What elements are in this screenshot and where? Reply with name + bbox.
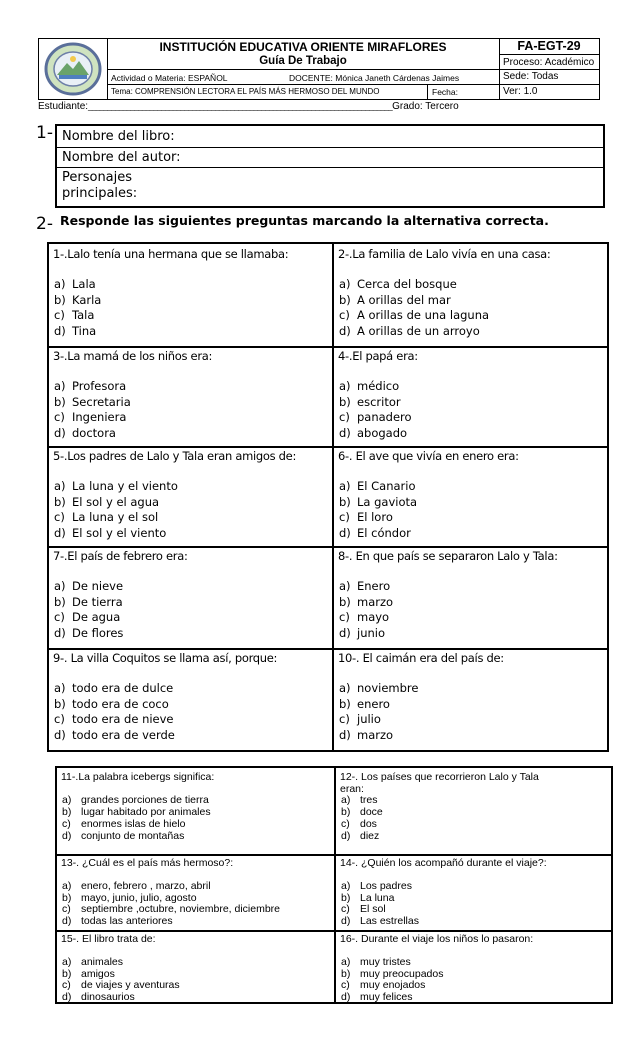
answer-option-b[interactable] xyxy=(54,395,131,409)
option-letter: c) xyxy=(341,818,350,830)
question-text: 14-. ¿Quién los acompañó durante el viaje?: xyxy=(340,857,547,869)
date-label: Fecha: xyxy=(432,87,458,97)
option-letter: b) xyxy=(54,494,66,509)
answer-option-a[interactable] xyxy=(54,479,178,493)
section-2-instruction: Responde las siguientes preguntas marcando la alternativa correcta. xyxy=(60,213,549,228)
option-letter: c) xyxy=(62,818,71,830)
grade-label: Grado: Tercero xyxy=(392,101,459,112)
option-letter: b) xyxy=(341,806,351,818)
campus-label: Sede: Todas xyxy=(503,71,559,82)
answer-option-c[interactable] xyxy=(339,712,381,726)
option-letter: d) xyxy=(54,727,66,742)
student-name-blank[interactable]: _______________________________________________________________________________ xyxy=(88,102,393,111)
option-text: abogado xyxy=(357,425,408,440)
answer-option-d[interactable] xyxy=(54,324,96,338)
option-text: amigos xyxy=(81,967,115,980)
option-letter: a) xyxy=(62,880,72,892)
document-title: Guía De Trabajo xyxy=(259,55,347,67)
answer-option-d[interactable] xyxy=(54,728,175,742)
option-text: muy tristes xyxy=(360,956,411,968)
answer-option-c[interactable] xyxy=(339,410,412,424)
book-info-box xyxy=(55,124,605,208)
option-letter: a) xyxy=(341,880,351,892)
option-text: panadero xyxy=(357,410,412,424)
option-text: Los padres xyxy=(360,880,412,892)
option-text: La luna xyxy=(360,891,395,904)
answer-option-b[interactable] xyxy=(341,892,394,904)
answer-option-c[interactable] xyxy=(341,903,386,915)
option-text: Lala xyxy=(72,277,96,291)
option-text: enero, febrero , marzo, abril xyxy=(81,880,211,892)
option-letter: b) xyxy=(54,696,66,711)
option-letter: b) xyxy=(339,494,351,509)
option-letter: a) xyxy=(62,794,72,806)
process-label: Proceso: Académico xyxy=(503,57,595,68)
option-text: Cerca del bosque xyxy=(357,277,457,291)
option-text: El loro xyxy=(357,510,393,524)
answer-option-b[interactable] xyxy=(62,968,115,980)
option-letter: a) xyxy=(54,681,66,695)
answer-option-a[interactable] xyxy=(54,579,123,593)
option-letter: c) xyxy=(339,410,350,424)
option-letter: a) xyxy=(339,479,351,493)
section-1-number: 1- xyxy=(36,123,53,143)
answer-option-c[interactable] xyxy=(54,712,174,726)
option-text: Tala xyxy=(72,308,95,322)
question-text: 16-. Durante el viaje los niños lo pasaron: xyxy=(340,933,534,945)
option-text: de viajes y aventuras xyxy=(81,979,180,991)
option-text: De flores xyxy=(72,625,124,640)
answer-option-d[interactable] xyxy=(54,426,116,440)
question-2 xyxy=(334,244,607,344)
question-1 xyxy=(49,244,332,344)
question-8 xyxy=(334,546,607,646)
option-letter: b) xyxy=(54,594,66,609)
option-text: grandes porciones de tierra xyxy=(81,794,209,806)
answer-option-b[interactable] xyxy=(339,395,401,409)
topic-label: Tema: COMPRENSIÓN LECTORA EL PAÍS MÁS HERMOSO DEL MUNDO xyxy=(111,87,380,96)
book-name-label: Nombre del libro: xyxy=(62,129,175,144)
option-text: Secretaria xyxy=(72,394,131,409)
option-letter: d) xyxy=(339,727,351,742)
section-2-number: 2- xyxy=(36,214,53,234)
question-5 xyxy=(49,446,332,544)
teacher-label: DOCENTE: Mónica Janeth Cárdenas Jaimes xyxy=(289,73,460,83)
answer-option-c[interactable] xyxy=(62,979,180,991)
book-author-label: Nombre del autor: xyxy=(62,150,181,165)
answer-option-d[interactable] xyxy=(339,626,385,640)
option-letter: d) xyxy=(54,323,66,338)
answer-option-d[interactable] xyxy=(339,426,407,440)
option-letter: b) xyxy=(62,967,72,980)
option-text: conjunto de montañas xyxy=(81,830,185,842)
option-letter: b) xyxy=(54,292,66,307)
option-letter: b) xyxy=(54,394,66,409)
answer-option-d[interactable] xyxy=(341,915,419,927)
questions-grid-11-16 xyxy=(55,766,613,1004)
answer-option-d[interactable] xyxy=(54,626,123,640)
option-text: diez xyxy=(360,830,380,842)
option-text: todo era de nieve xyxy=(72,712,174,726)
option-text: marzo xyxy=(357,594,394,609)
option-letter: d) xyxy=(339,425,351,440)
option-text: médico xyxy=(357,379,400,393)
option-text: Enero xyxy=(357,579,391,593)
answer-option-a[interactable] xyxy=(339,579,390,593)
question-text: 10-. El caimán era del país de: xyxy=(338,651,504,665)
question-6 xyxy=(334,446,607,544)
option-text: muy felices xyxy=(360,990,413,1002)
answer-option-a[interactable] xyxy=(339,277,457,291)
option-text: De tierra xyxy=(72,594,123,609)
question-text: 9-. La villa Coquitos se llama así, porque: xyxy=(53,651,278,665)
option-letter: c) xyxy=(54,308,65,322)
answer-option-c[interactable] xyxy=(62,818,185,830)
option-text: todo era de coco xyxy=(72,696,169,711)
option-letter: c) xyxy=(54,610,65,624)
question-text: 8-. En que país se separaron Lalo y Tala: xyxy=(338,549,558,563)
answer-option-b[interactable] xyxy=(54,595,123,609)
option-text: escritor xyxy=(357,394,401,409)
option-letter: d) xyxy=(341,990,351,1002)
answer-option-d[interactable] xyxy=(339,728,393,742)
question-9 xyxy=(49,648,332,750)
option-letter: d) xyxy=(341,830,351,842)
option-text: dinosaurios xyxy=(81,990,135,1002)
question-15 xyxy=(57,930,334,1002)
answer-option-d[interactable] xyxy=(339,324,480,338)
option-letter: d) xyxy=(54,525,66,540)
option-text: El sol xyxy=(360,903,386,915)
answer-option-d[interactable] xyxy=(62,915,173,927)
answer-option-a[interactable] xyxy=(339,379,399,393)
option-text: todas las anteriores xyxy=(81,914,173,927)
option-letter: d) xyxy=(341,914,351,927)
answer-option-c[interactable] xyxy=(54,410,126,424)
option-letter: d) xyxy=(62,914,72,927)
answer-option-c[interactable] xyxy=(54,510,158,524)
question-11 xyxy=(57,768,334,852)
version-label: Ver: 1.0 xyxy=(503,86,538,97)
option-letter: c) xyxy=(54,510,65,524)
option-letter: a) xyxy=(341,794,351,806)
option-text: Karla xyxy=(72,292,102,307)
option-text: enormes islas de hielo xyxy=(81,818,186,830)
question-text: 7-.El país de febrero era: xyxy=(53,549,188,563)
answer-option-a[interactable] xyxy=(339,479,416,493)
option-text: El Canario xyxy=(357,479,416,493)
question-text-cont: eran: xyxy=(340,783,364,795)
answer-option-c[interactable] xyxy=(54,308,94,322)
option-letter: b) xyxy=(339,394,351,409)
answer-option-a[interactable] xyxy=(341,880,412,892)
answer-option-b[interactable] xyxy=(54,495,159,509)
option-letter: b) xyxy=(339,292,351,307)
question-16 xyxy=(336,930,611,1002)
institution-name: INSTITUCIÓN EDUCATIVA ORIENTE MIRAFLORES xyxy=(159,40,447,54)
answer-option-a[interactable] xyxy=(54,379,126,393)
option-letter: a) xyxy=(341,956,351,968)
option-letter: d) xyxy=(62,990,72,1002)
option-text: De agua xyxy=(72,610,121,624)
answer-option-b[interactable] xyxy=(341,806,383,818)
answer-option-b[interactable] xyxy=(54,293,101,307)
question-text: 5-.Los padres de Lalo y Tala eran amigos de: xyxy=(53,449,297,463)
option-text: doctora xyxy=(72,425,116,440)
option-letter: d) xyxy=(54,625,66,640)
option-letter: b) xyxy=(339,696,351,711)
answer-option-d[interactable] xyxy=(54,526,166,540)
option-text: Las estrellas xyxy=(360,914,419,927)
option-letter: a) xyxy=(339,379,351,393)
option-text: La gaviota xyxy=(357,494,418,509)
answer-option-b[interactable] xyxy=(339,293,451,307)
option-text: todo era de verde xyxy=(72,727,175,742)
answer-option-b[interactable] xyxy=(341,968,443,980)
option-letter: c) xyxy=(62,903,71,915)
option-text: Tina xyxy=(72,323,97,338)
answer-option-d[interactable] xyxy=(339,526,411,540)
option-letter: c) xyxy=(62,979,71,991)
option-letter: c) xyxy=(339,712,350,726)
activity-label: Actividad o Materia: ESPAÑOL xyxy=(111,73,228,83)
option-text: septiembre ,octubre, noviembre, diciembre xyxy=(81,903,281,915)
option-letter: c) xyxy=(339,510,350,524)
option-letter: c) xyxy=(339,308,350,322)
questions-grid-1-10 xyxy=(47,242,609,752)
question-3 xyxy=(49,346,332,444)
option-text: marzo xyxy=(357,727,394,742)
option-letter: a) xyxy=(54,579,66,593)
option-text: Profesora xyxy=(72,379,127,393)
option-text: El sol y el agua xyxy=(72,494,160,509)
option-letter: a) xyxy=(54,379,66,393)
answer-option-c[interactable] xyxy=(341,979,425,991)
question-text: 1-.Lalo tenía una hermana que se llamaba: xyxy=(53,247,289,261)
question-12 xyxy=(336,768,611,852)
answer-option-b[interactable] xyxy=(62,892,197,904)
answer-option-c[interactable] xyxy=(339,610,389,624)
question-13 xyxy=(57,854,334,928)
option-text: La luna y el sol xyxy=(72,510,159,524)
answer-option-d[interactable] xyxy=(341,830,379,842)
option-letter: a) xyxy=(62,956,72,968)
answer-option-b[interactable] xyxy=(54,697,169,711)
option-letter: a) xyxy=(54,277,66,291)
option-text: mayo xyxy=(357,610,390,624)
document-header xyxy=(38,38,600,100)
option-letter: b) xyxy=(62,891,72,904)
answer-option-b[interactable] xyxy=(339,595,393,609)
option-text: julio xyxy=(357,712,381,726)
option-text: junio xyxy=(357,625,386,640)
answer-option-b[interactable] xyxy=(62,806,211,818)
option-text: La luna y el viento xyxy=(72,479,178,493)
answer-option-d[interactable] xyxy=(62,830,184,842)
answer-option-a[interactable] xyxy=(339,681,418,695)
option-letter: d) xyxy=(339,323,351,338)
answer-option-c[interactable] xyxy=(341,818,377,830)
question-4 xyxy=(334,346,607,444)
option-text: enero xyxy=(357,696,390,711)
option-letter: b) xyxy=(339,594,351,609)
answer-option-a[interactable] xyxy=(62,956,123,968)
answer-option-c[interactable] xyxy=(54,610,120,624)
student-line xyxy=(38,101,600,112)
option-text: A orillas del mar xyxy=(357,292,451,307)
option-letter: c) xyxy=(339,610,350,624)
option-letter: b) xyxy=(62,806,72,818)
option-letter: d) xyxy=(62,830,72,842)
answer-option-a[interactable] xyxy=(62,794,209,806)
characters-label-1: Personajes xyxy=(62,170,133,185)
document-code: FA-EGT-29 xyxy=(517,39,581,53)
option-letter: a) xyxy=(339,277,351,291)
option-letter: d) xyxy=(339,625,351,640)
option-letter: a) xyxy=(54,479,66,493)
answer-option-a[interactable] xyxy=(62,880,211,892)
option-text: mayo, junio, julio, agosto xyxy=(81,891,197,904)
option-letter: b) xyxy=(341,891,351,904)
option-letter: a) xyxy=(339,579,351,593)
answer-option-a[interactable] xyxy=(341,794,378,806)
answer-option-c[interactable] xyxy=(339,308,489,322)
question-text: 3-.La mamá de los niños era: xyxy=(53,349,213,363)
option-letter: b) xyxy=(341,967,351,980)
option-text: A orillas de un arroyo xyxy=(357,323,480,338)
option-text: noviembre xyxy=(357,681,419,695)
answer-option-d[interactable] xyxy=(62,991,135,1003)
option-letter: c) xyxy=(341,903,350,915)
option-letter: a) xyxy=(339,681,351,695)
option-letter: c) xyxy=(54,712,65,726)
school-logo xyxy=(39,39,108,99)
question-text: 6-. El ave que vivía en enero era: xyxy=(338,449,519,463)
question-10 xyxy=(334,648,607,750)
question-text: 13-. ¿Cuál es el país más hermoso?: xyxy=(61,857,234,869)
option-text: todo era de dulce xyxy=(72,681,174,695)
answer-option-d[interactable] xyxy=(341,991,413,1003)
answer-option-a[interactable] xyxy=(54,681,173,695)
option-text: doce xyxy=(360,806,383,818)
answer-option-c[interactable] xyxy=(62,903,280,915)
option-text: muy enojados xyxy=(360,979,426,991)
option-letter: d) xyxy=(54,425,66,440)
characters-label-2: principales: xyxy=(62,186,138,201)
answer-option-b[interactable] xyxy=(339,495,417,509)
option-letter: d) xyxy=(339,525,351,540)
answer-option-c[interactable] xyxy=(339,510,393,524)
option-text: A orillas de una laguna xyxy=(357,308,490,322)
option-text: lugar habitado por animales xyxy=(81,806,211,818)
option-letter: c) xyxy=(341,979,350,991)
student-label: Estudiante: xyxy=(38,101,89,112)
answer-option-b[interactable] xyxy=(339,697,390,711)
option-text: muy preocupados xyxy=(360,967,444,980)
option-text: animales xyxy=(81,956,124,968)
option-text: dos xyxy=(360,818,377,830)
option-text: Ingeniera xyxy=(72,410,127,424)
option-text: El cóndor xyxy=(357,525,411,540)
question-text: 15-. El libro trata de: xyxy=(61,933,156,945)
answer-option-a[interactable] xyxy=(341,956,411,968)
option-text: tres xyxy=(360,794,378,806)
answer-option-a[interactable] xyxy=(54,277,96,291)
option-letter: c) xyxy=(54,410,65,424)
question-14 xyxy=(336,854,611,928)
question-text: 11-.La palabra icebergs significa: xyxy=(61,771,215,783)
option-text: De nieve xyxy=(72,579,124,593)
question-text: 4-.El papá era: xyxy=(338,349,418,363)
option-text: El sol y el viento xyxy=(72,525,167,540)
question-text: 2-.La familia de Lalo vivía en una casa: xyxy=(338,247,551,261)
question-text: 12-. Los países que recorrieron Lalo y Tala xyxy=(340,771,539,783)
question-7 xyxy=(49,546,332,646)
